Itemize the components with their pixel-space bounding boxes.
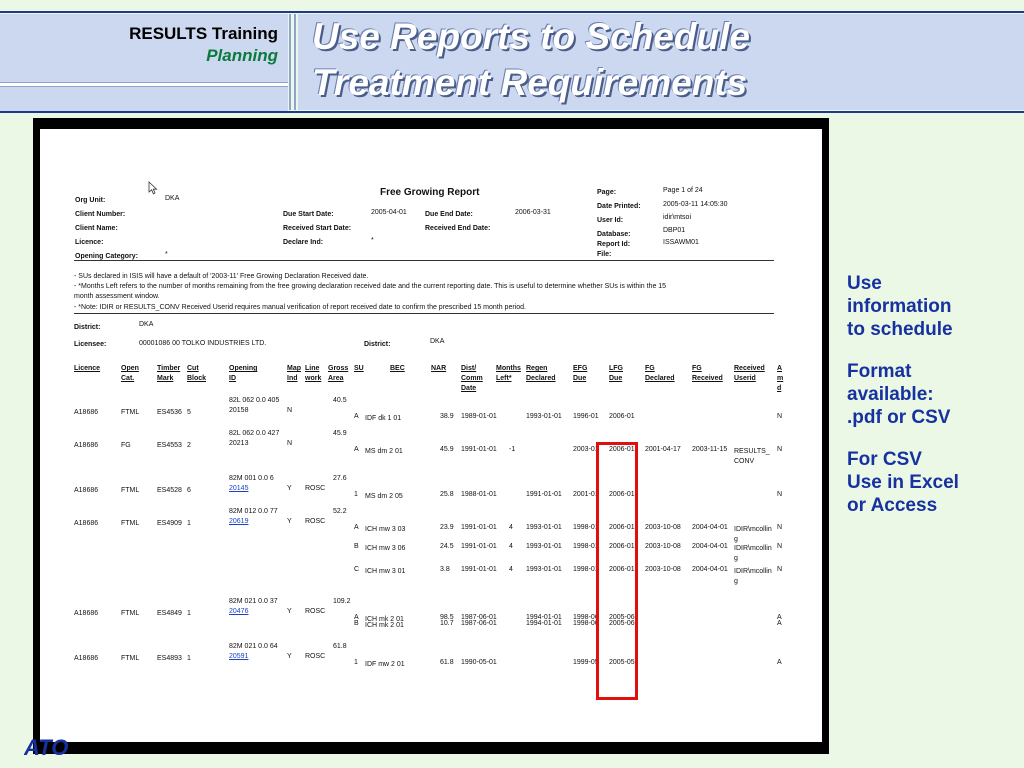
row-efg-due: 2001-01 [573, 491, 599, 498]
row-nar: 45.9 [440, 446, 454, 453]
received-end-label: Received End Date: [425, 225, 491, 232]
row-gross-area: 52.2 [333, 508, 347, 515]
due-end-label: Due End Date: [425, 211, 473, 218]
notes-rule [74, 313, 774, 314]
row-bec: ICH mk 2 01 [365, 616, 404, 623]
meta-label: Page: [597, 189, 617, 196]
row-regen-declared: 1993-01-01 [526, 413, 562, 420]
column-header-dist-comm-date: Comm [461, 375, 483, 382]
row-lfg-due: 2006-01 [609, 543, 635, 550]
row-opening-id: 20158 [229, 407, 249, 414]
header-separator [289, 14, 291, 110]
due-start-label: Due Start Date: [283, 211, 334, 218]
row-lfg-due: 2006-01 [609, 446, 635, 453]
column-header-bec: BEC [390, 365, 405, 372]
row-nar: 61.8 [440, 659, 454, 666]
row-dist-comm-date: 1991-01-01 [461, 446, 497, 453]
side-note-format [847, 360, 1017, 429]
column-header-licence: Licence [74, 365, 101, 372]
row-timber-mark: ES4553 [157, 442, 182, 449]
row-bec: ICH mw 3 03 [365, 526, 406, 533]
row-line-work: ROSC [305, 485, 326, 492]
column-header-amd: A [777, 365, 783, 372]
row-line-work: ROSC [305, 518, 326, 525]
row-regen-declared: 1994-01-01 [526, 620, 562, 627]
row-licence: A18686 [74, 520, 99, 527]
row-gross-area: 45.9 [333, 430, 347, 437]
footer-fragment [24, 736, 104, 766]
row-bec: ICH mw 3 06 [365, 545, 406, 552]
row-dist-comm-date: 1990-05-01 [461, 659, 497, 666]
row-received-userid: IDIR\mcollin [734, 526, 772, 533]
row-received-userid: IDIR\mcollin [734, 545, 772, 552]
row-received-userid: CONV [734, 458, 755, 465]
row-fg-declared: 2001-04-17 [645, 446, 681, 453]
report-page [40, 129, 822, 742]
row-lfg-due: 2006-01 [609, 566, 635, 573]
row-months-left: 4 [509, 524, 513, 531]
row-open-cat: FTML [121, 610, 140, 617]
lfg-due-highlight-box [596, 442, 638, 700]
row-nar: 98.5 [440, 614, 454, 621]
row-received-userid: g [734, 536, 738, 543]
meta-label: Client Number: [75, 211, 126, 218]
row-efg-due: 2003-01 [573, 446, 599, 453]
row-fg-received: 2004-04-01 [692, 566, 728, 573]
row-amd: A [777, 620, 782, 627]
row-dist-comm-date: 1987-06-01 [461, 620, 497, 627]
row-amd: N [777, 491, 783, 498]
column-header-lfg-due: Due [609, 375, 623, 382]
row-efg-due: 1998-01 [573, 524, 599, 531]
mouse-pointer-icon [148, 181, 158, 200]
row-amd: N [777, 413, 783, 420]
row-fg-received: 2004-04-01 [692, 543, 728, 550]
column-header-nar: NAR [431, 365, 447, 372]
side-note-line: information [847, 296, 952, 317]
row-su: C [354, 566, 360, 573]
row-gross-area: 40.5 [333, 397, 347, 404]
row-fg-received: 2004-04-01 [692, 524, 728, 531]
column-header-received-userid: Userid [734, 375, 756, 382]
header-rule-top [0, 11, 1024, 13]
meta-value: 2005-03-11 14:05:30 [663, 201, 728, 208]
district-label: District: [364, 341, 391, 348]
column-header-map-ind: Ind [287, 375, 298, 382]
column-header-cut-block: Cut [187, 365, 199, 372]
column-header-gross-area: Area [328, 375, 344, 382]
column-header-cut-block: Block [187, 375, 207, 382]
row-nar: 3.8 [440, 566, 450, 573]
column-header-map-ind: Map [287, 365, 301, 372]
row-su: A [354, 413, 359, 420]
row-map-ind: N [287, 440, 293, 447]
org-unit-value: DKA [165, 195, 180, 202]
column-header-efg-due: Due [573, 375, 587, 382]
column-header-months-left: Months [496, 365, 521, 372]
opening-id-link[interactable]: 20145 [229, 485, 249, 492]
row-bec: IDF mw 2 01 [365, 661, 405, 668]
report-note: - *Months Left refers to the number of months remaining from the free growing declaration received date and the current reporting date. This is useful to determine whether SUs is within the 15 [74, 283, 667, 290]
row-efg-due: 1998-06 [573, 614, 599, 621]
row-dist-comm-date: 1991-01-01 [461, 566, 497, 573]
column-header-dist-comm-date: Date [461, 385, 477, 392]
row-bec: ICH mw 3 01 [365, 568, 406, 575]
column-header-amd: m [777, 375, 784, 382]
column-header-dist-comm-date: Dist/ [461, 365, 477, 372]
column-header-open-cat: Open [121, 365, 139, 372]
side-note-line: .pdf or CSV [847, 407, 951, 428]
row-lfg-due: 2005-06 [609, 614, 635, 621]
row-nar: 38.9 [440, 413, 454, 420]
row-licence: A18686 [74, 655, 99, 662]
licensee-label: Licensee: [74, 341, 107, 348]
declare-ind-value: * [371, 237, 374, 244]
row-received-userid: IDIR\mcollin [734, 568, 772, 575]
opening-id-link[interactable]: 20591 [229, 653, 249, 660]
header-rule-bottom [0, 111, 1024, 113]
row-cut-block: 1 [187, 610, 191, 617]
row-regen-declared: 1993-01-01 [526, 566, 562, 573]
column-header-timber-mark: Mark [157, 375, 174, 382]
row-lfg-due: 2005-06 [609, 620, 635, 627]
meta-value: DBP01 [663, 227, 686, 234]
row-map-ind: N [287, 407, 293, 414]
row-su: 1 [354, 491, 358, 498]
meta-label: Report Id: [597, 241, 631, 248]
side-note-line: to schedule [847, 319, 953, 340]
row-bec: MS dm 2 05 [365, 493, 403, 500]
declare-ind-label: Declare Ind: [283, 239, 324, 246]
row-amd: N [777, 566, 783, 573]
header-separator [294, 14, 296, 110]
meta-label: Date Printed: [597, 203, 641, 210]
meta-label: Database: [597, 231, 631, 238]
report-header-rule [74, 260, 774, 261]
column-header-fg-received: FG [692, 365, 702, 372]
side-note-line: Use in Excel [847, 472, 959, 493]
row-regen-declared: 1993-01-01 [526, 524, 562, 531]
brand-subtitle: Planning [206, 46, 278, 65]
report-note: month assessment window. [74, 293, 160, 300]
meta-label: File: [597, 251, 612, 258]
row-dist-comm-date: 1988-01-01 [461, 491, 497, 498]
column-header-months-left: Left* [496, 375, 512, 382]
row-dist-comm-date: 1987-06-01 [461, 614, 497, 621]
district-label: District: [74, 324, 101, 331]
row-efg-due: 1999-05 [573, 659, 599, 666]
row-amd: N [777, 524, 783, 531]
licensee-value: 00001086 00 TOLKO INDUSTRIES LTD. [139, 340, 267, 347]
row-regen-declared: 1991-01-01 [526, 491, 562, 498]
row-dist-comm-date: 1991-01-01 [461, 524, 497, 531]
row-open-cat: FTML [121, 409, 140, 416]
row-opening-id: 82M 021 0.0 64 [229, 643, 278, 650]
row-licence: A18686 [74, 610, 99, 617]
row-amd: N [777, 446, 783, 453]
side-note-line: available: [847, 384, 934, 405]
row-su: A [354, 614, 359, 621]
column-header-lfg-due: LFG [609, 365, 623, 372]
slide-title-line2: Treatment Requirements [312, 62, 748, 103]
row-efg-due: 1998-01 [573, 566, 599, 573]
row-cut-block: 1 [187, 655, 191, 662]
meta-value: Page 1 of 24 [663, 187, 703, 194]
row-licence: A18686 [74, 487, 99, 494]
column-header-received-userid: Received [734, 365, 765, 372]
row-bec: MS dm 2 01 [365, 448, 403, 455]
row-amd: A [777, 659, 782, 666]
column-header-fg-received: Received [692, 375, 723, 382]
due-start-value: 2005-04-01 [371, 209, 407, 216]
row-su: A [354, 524, 359, 531]
row-opening-id: 82L 062 0.0 427 [229, 430, 280, 437]
row-amd: N [777, 543, 783, 550]
row-fg-declared: 2003-10-08 [645, 543, 681, 550]
row-fg-declared: 2003-10-08 [645, 524, 681, 531]
row-months-left: 4 [509, 566, 513, 573]
row-licence: A18686 [74, 442, 99, 449]
row-map-ind: Y [287, 608, 292, 615]
column-header-open-cat: Cat. [121, 375, 135, 382]
row-nar: 23.9 [440, 524, 454, 531]
row-efg-due: 1998-06 [573, 620, 599, 627]
side-notes [847, 272, 1017, 536]
row-efg-due: 1998-01 [573, 543, 599, 550]
side-note-line: Use [847, 273, 882, 294]
district-value: DKA [139, 321, 154, 328]
opening-id-link[interactable]: 20619 [229, 518, 249, 525]
row-bec: IDF dk 1 01 [365, 415, 402, 422]
row-timber-mark: ES4536 [157, 409, 182, 416]
row-received-userid: RESULTS_ [734, 448, 770, 455]
meta-value: idir\mtsoi [663, 214, 692, 221]
row-su: B [354, 543, 359, 550]
column-header-regen-declared: Regen [526, 365, 548, 372]
row-nar: 25.8 [440, 491, 454, 498]
row-months-left: -1 [509, 446, 516, 453]
row-su: A [354, 446, 359, 453]
column-header-opening-id: ID [229, 375, 236, 382]
row-open-cat: FTML [121, 655, 140, 662]
row-timber-mark: ES4893 [157, 655, 182, 662]
row-received-userid: g [734, 578, 738, 585]
opening-category-value: * [165, 251, 168, 258]
footer-fragment-text: ATO [24, 736, 69, 760]
row-lfg-due: 2006-01 [609, 413, 635, 420]
row-opening-id: 82M 012 0.0 77 [229, 508, 278, 515]
row-lfg-due: 2005-05 [609, 659, 635, 666]
row-cut-block: 1 [187, 520, 191, 527]
row-efg-due: 1996-01 [573, 413, 599, 420]
row-regen-declared: 1994-01-01 [526, 614, 562, 621]
row-cut-block: 5 [187, 409, 191, 416]
received-start-label: Received Start Date: [283, 225, 352, 232]
column-header-su: SU [354, 365, 364, 372]
column-header-amd: d [777, 385, 782, 392]
side-note-schedule [847, 272, 1017, 341]
column-header-fg-declared: Declared [645, 375, 675, 382]
row-fg-received: 2003-11-15 [692, 446, 728, 453]
side-note-line: or Access [847, 495, 938, 516]
row-open-cat: FTML [121, 520, 140, 527]
row-received-userid: g [734, 555, 738, 562]
meta-label: Org Unit: [75, 197, 106, 204]
report-note: - *Note: IDIR or RESULTS_CONV Received Userid requires manual verification of report received date to confirm the prescribed 15 month period. [74, 304, 526, 311]
row-nar: 10.7 [440, 620, 454, 627]
header-band-bottom [0, 86, 288, 111]
row-open-cat: FTML [121, 487, 140, 494]
column-header-gross-area: Gross [328, 365, 349, 372]
row-gross-area: 27.6 [333, 475, 347, 482]
row-su: B [354, 620, 359, 627]
row-bec: ICH mk 2 01 [365, 622, 404, 629]
column-header-efg-due: EFG [573, 365, 588, 372]
row-map-ind: Y [287, 653, 292, 660]
column-header-opening-id: Opening [229, 365, 258, 372]
column-header-fg-declared: FG [645, 365, 655, 372]
column-header-line-work: Line [305, 365, 320, 372]
row-months-left: 4 [509, 543, 513, 550]
row-su: 1 [354, 659, 358, 666]
column-header-line-work: work [305, 375, 322, 382]
row-line-work: ROSC [305, 653, 326, 660]
row-cut-block: 2 [187, 442, 191, 449]
row-licence: A18686 [74, 409, 99, 416]
row-open-cat: FG [121, 442, 131, 449]
side-note-csv [847, 448, 1017, 517]
row-line-work: ROSC [305, 608, 326, 615]
district-value: DKA [430, 338, 445, 345]
meta-label: Licence: [75, 239, 104, 246]
row-dist-comm-date: 1991-01-01 [461, 543, 497, 550]
column-header-regen-declared: Declared [526, 375, 556, 382]
row-dist-comm-date: 1989-01-01 [461, 413, 497, 420]
row-lfg-due: 2006-01 [609, 524, 635, 531]
row-opening-id: 82M 001 0.0 6 [229, 475, 274, 482]
due-end-value: 2006-03-31 [515, 209, 551, 216]
meta-label: User Id: [597, 217, 624, 224]
report-title: Free Growing Report [380, 187, 480, 198]
row-timber-mark: ES4528 [157, 487, 182, 494]
row-map-ind: Y [287, 518, 292, 525]
meta-label: Opening Category: [75, 253, 139, 260]
row-nar: 24.5 [440, 543, 454, 550]
slide-title [312, 14, 750, 106]
meta-label: Client Name: [75, 225, 118, 232]
row-opening-id: 20213 [229, 440, 249, 447]
row-timber-mark: ES4909 [157, 520, 182, 527]
report-note: - SUs declared in ISIS will have a default of '2003-11' Free Growing Declaration Received date. [74, 273, 369, 280]
row-cut-block: 6 [187, 487, 191, 494]
row-amd: A [777, 614, 782, 621]
row-timber-mark: ES4849 [157, 610, 182, 617]
row-map-ind: Y [287, 485, 292, 492]
row-opening-id: 82M 021 0.0 37 [229, 598, 278, 605]
row-gross-area: 61.8 [333, 643, 347, 650]
side-note-line: Format [847, 361, 912, 382]
brand-title: RESULTS Training [129, 24, 278, 43]
slide-title-line1: Use Reports to Schedule [312, 16, 750, 57]
opening-id-link[interactable]: 20476 [229, 608, 249, 615]
meta-value: ISSAWM01 [663, 239, 699, 246]
column-header-timber-mark: Timber [157, 365, 181, 372]
row-gross-area: 109.2 [333, 598, 351, 605]
row-opening-id: 82L 062 0.0 405 [229, 397, 280, 404]
row-lfg-due: 2006-01 [609, 491, 635, 498]
side-note-line: For CSV [847, 449, 922, 470]
row-fg-declared: 2003-10-08 [645, 566, 681, 573]
row-regen-declared: 1993-01-01 [526, 543, 562, 550]
